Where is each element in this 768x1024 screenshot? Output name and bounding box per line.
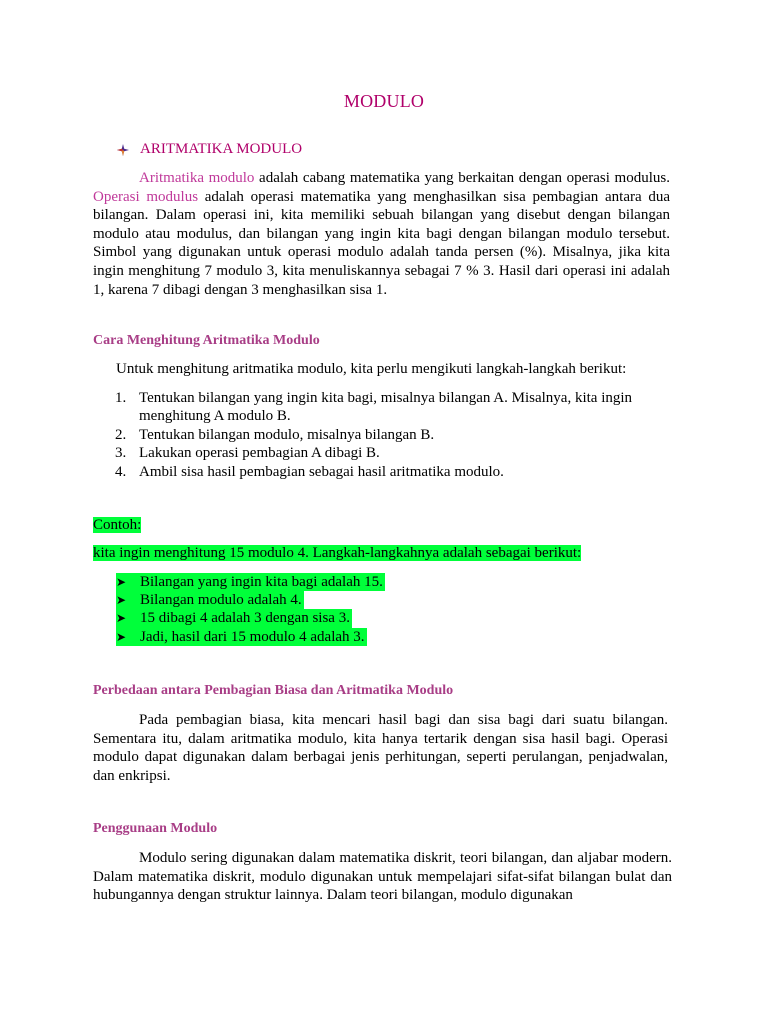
list-item-number: 4. (115, 463, 127, 480)
steps-list (93, 389, 658, 481)
list-item (116, 609, 385, 627)
arrowhead-bullet-icon: ➤ (116, 575, 127, 589)
list-item (93, 444, 658, 462)
list-item (93, 389, 658, 426)
list-item-number: 2. (115, 426, 127, 443)
arrowhead-bullet-icon: ➤ (116, 593, 127, 608)
arrowhead-bullet-icon: ➤ (116, 629, 127, 644)
paragraph-text: adalah cabang matematika yang berkaitan dengan operasi modulus. (254, 170, 670, 186)
list-item-text: Tentukan bilangan modulo, misalnya bilangan B. (139, 426, 435, 443)
list-item-text: Ambil sisa hasil pembagian sebagai hasil aritmatika modulo. (139, 463, 504, 480)
example-label: Contoh: (93, 517, 142, 533)
paragraph-perbedaan: Pada pembagian biasa, kita mencari hasil bagi dan sisa bagi dari suatu bilangan. Sementara itu, dalam aritmatika modulo, kita hanya tertarik dengan sisa hasil bagi. Operasi modulo dapat digunakan dalam berbagai jenis perhitungan, seperti perulangan, penjadwalan, dan enkripsi. (93, 712, 668, 784)
four-point-star-bullet-icon (116, 143, 130, 157)
arrowhead-bullet-icon: ➤ (116, 611, 127, 626)
example-intro: kita ingin menghitung 15 modulo 4. Langkah-langkahnya adalah sebagai berikut: (93, 545, 582, 561)
paragraph-text: adalah operasi matematika yang menghasilkan sisa pembagian antara dua bilangan. Dalam operasi ini, kita memiliki sebuah bilangan yang disebut dengan bilangan modulo atau modulus, dan bilangan yang ingin kita bagi dengan bilangan modulo tersebut. Simbol yang digunakan untuk operasi modulo adalah tanda persen (%). Misalnya, jika kita ingin menghitung 7 modulo 3, kita menuliskannya sebagai 7 % 3. Hasil dari operasi ini adalah 1, karena 7 dibagi dengan 3 menghasilkan sisa 1. (93, 188, 670, 298)
heading-perbedaan: Perbedaan antara Pembagian Biasa dan Aritmatika Modulo (93, 683, 454, 698)
list-item (116, 628, 385, 646)
heading-penggunaan: Penggunaan Modulo (93, 821, 218, 836)
list-item (116, 573, 385, 591)
paragraph-penggunaan: Modulo sering digunakan dalam matematika diskrit, teori bilangan, dan aljabar modern. Dalam matematika diskrit, modulo digunakan untuk mempelajari sifat-sifat bilangan bulat dan hubungannya dengan struktur lainnya. Dalam teori bilangan, modulo digunakan (93, 850, 672, 904)
term-aritmatika-modulo: Aritmatika modulo (139, 170, 255, 186)
list-item-text: Jadi, hasil dari 15 modulo 4 adalah 3. (140, 628, 365, 645)
list-item (93, 426, 658, 444)
paragraph-definition (93, 169, 670, 299)
list-item (116, 591, 385, 609)
list-item-text: Tentukan bilangan yang ingin kita bagi, misalnya bilangan A. Misalnya, kita ingin menghitung A modulo B. (139, 390, 633, 425)
section-heading-aritmatika-modulo (116, 141, 302, 158)
example-steps-list (116, 573, 385, 646)
heading-cara-menghitung: Cara Menghitung Aritmatika Modulo (93, 333, 320, 348)
list-item-text: Bilangan modulo adalah 4. (140, 592, 302, 609)
list-item (93, 463, 658, 481)
list-item-number: 3. (115, 445, 127, 462)
steps-intro: Untuk menghitung aritmatika modulo, kita perlu mengikuti langkah-langkah berikut: (116, 361, 627, 377)
document-title: MODULO (343, 91, 425, 111)
list-item-text: 15 dibagi 4 adalah 3 dengan sisa 3. (140, 610, 350, 627)
list-item-text: Lakukan operasi pembagian A dibagi B. (139, 445, 380, 462)
term-operasi-modulus: Operasi modulus (93, 188, 199, 205)
list-item-text: Bilangan yang ingin kita bagi adalah 15. (140, 574, 383, 590)
section-heading-text: ARITMATIKA MODULO (140, 141, 303, 157)
list-item-number: 1. (115, 390, 127, 406)
